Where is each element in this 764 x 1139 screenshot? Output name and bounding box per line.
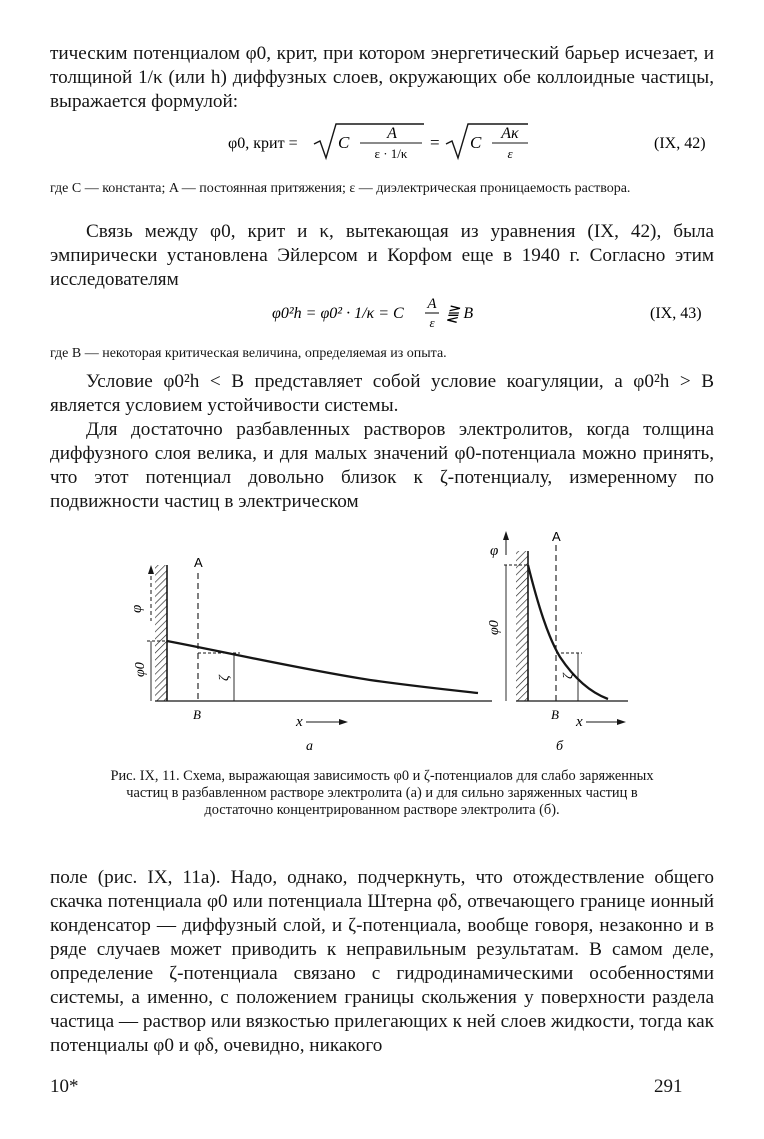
eq1-equals: = <box>430 133 440 152</box>
label-x-b: x <box>576 714 583 730</box>
wall-hatch-b <box>516 551 528 701</box>
figure-ix-11 <box>120 525 650 760</box>
eq2-right: ⪌ B <box>446 305 474 322</box>
eq2-left: φ0²h = φ0² · 1/κ = C <box>272 305 404 322</box>
eq1-frac1-num: A <box>387 125 397 142</box>
figure-caption: Рис. IX, 11. Схема, выражающая зависимость φ0 и ζ-потенциалов для слабо заряженных частиц в разбавленном растворе электролита (а) и для сильно заряженных частиц в достаточно концентрированном растворе электролита (б). <box>110 768 654 818</box>
panel-label-b: б <box>556 739 564 754</box>
eq1-c1: C <box>338 133 350 152</box>
wall-hatch-a <box>155 565 167 701</box>
eq1-frac2-den: ε <box>507 146 513 161</box>
radical-sign <box>314 124 424 158</box>
label-a-line-a: A <box>194 555 203 570</box>
paragraph-2: Связь между φ0, крит и κ, вытекающая из уравнения (IX, 42), была эмпирически установлена Эйлерсом и Корфом еще в 1940 г. Согласно этим исследователям <box>50 221 714 290</box>
eq1-frac2-num: Aκ <box>501 125 519 142</box>
panel-a <box>129 555 492 754</box>
signature-mark: 10* <box>50 1076 79 1097</box>
paragraph-4: Для достаточно разбавленных растворов электролитов, когда толщина диффузного слоя велика, и для малых значений φ0-потенциала можно принять, что этот потенциал довольно близок к ζ-потенциалу, измеренному по подвижности частиц в электрическом <box>50 419 714 512</box>
eq2-number: (IX, 43) <box>650 305 702 322</box>
arrow-icon <box>148 565 154 574</box>
panel-b <box>487 529 628 754</box>
label-a-line-b: A <box>552 529 561 544</box>
label-phi-a: φ <box>129 604 145 613</box>
label-phi0-a: φ0 <box>133 662 148 677</box>
potential-curve-a <box>167 641 478 693</box>
label-phi0-b: φ0 <box>487 620 502 635</box>
equation-ix-42-graphic <box>0 118 764 166</box>
label-b-line-a: B <box>193 707 201 722</box>
equation-ix-43-graphic <box>0 292 764 336</box>
paragraph-5: поле (рис. IX, 11а). Надо, однако, подчеркнуть, что отождествление общего скачка потенциала φ0 или потенциала Штерна φδ, отвечающего границе ионный конденсатор — диффузный слой, и ζ-потенциала, вообще говоря, незаконно и в ряде случаев может приводить к неправильным результатам. В самом деле, определение ζ-потенциала связано с гидродинамическими особенностями системы, а именно, с положением границы скольжения у поверхности раздела частица — раствор или вязкостью прилегающих к ней слоев жидкости, тогда как потенциалы φ0 и φδ, очевидно, никакого <box>50 867 714 1056</box>
eq1-number: (IX, 42) <box>654 135 706 152</box>
page-number: 291 <box>654 1076 683 1097</box>
equation-ix-43 <box>0 292 764 336</box>
where-clause-1: где C — константа; A — постоянная притяжения; ε — диэлектрическая проницаемость раствора. <box>50 181 631 196</box>
equation-ix-42 <box>0 118 764 166</box>
figure-ix-11-graphic <box>120 525 650 760</box>
panel-label-a: а <box>306 739 313 754</box>
label-zeta-a: ζ <box>217 675 232 681</box>
paragraph-1: тическим потенциалом φ0, крит, при котором энергетический барьер исчезает, и толщиной 1/κ (или h) диффузных слоев, окружающих обе коллоидные частицы, выражается формулой: <box>50 43 714 112</box>
arrow-icon <box>503 531 509 540</box>
where-clause-2: где B — некоторая критическая величина, определяемая из опыта. <box>50 346 447 361</box>
eq2-frac-num: A <box>427 296 437 312</box>
paragraph-3: Условие φ0²h < B представляет собой условие коагуляции, а φ0²h > B является условием устойчивости системы. <box>50 371 714 416</box>
label-x-a: x <box>296 714 303 730</box>
arrow-icon <box>339 719 348 725</box>
label-zeta-b: ζ <box>561 673 576 679</box>
eq1-frac1-den: ε · 1/κ <box>374 146 408 161</box>
eq1-left: φ0, крит = <box>228 135 298 152</box>
label-b-line-b: B <box>551 707 559 722</box>
label-phi-b: φ <box>490 543 499 559</box>
eq2-frac-den: ε <box>429 315 435 330</box>
arrow-icon <box>617 719 626 725</box>
eq1-c2: C <box>470 133 482 152</box>
